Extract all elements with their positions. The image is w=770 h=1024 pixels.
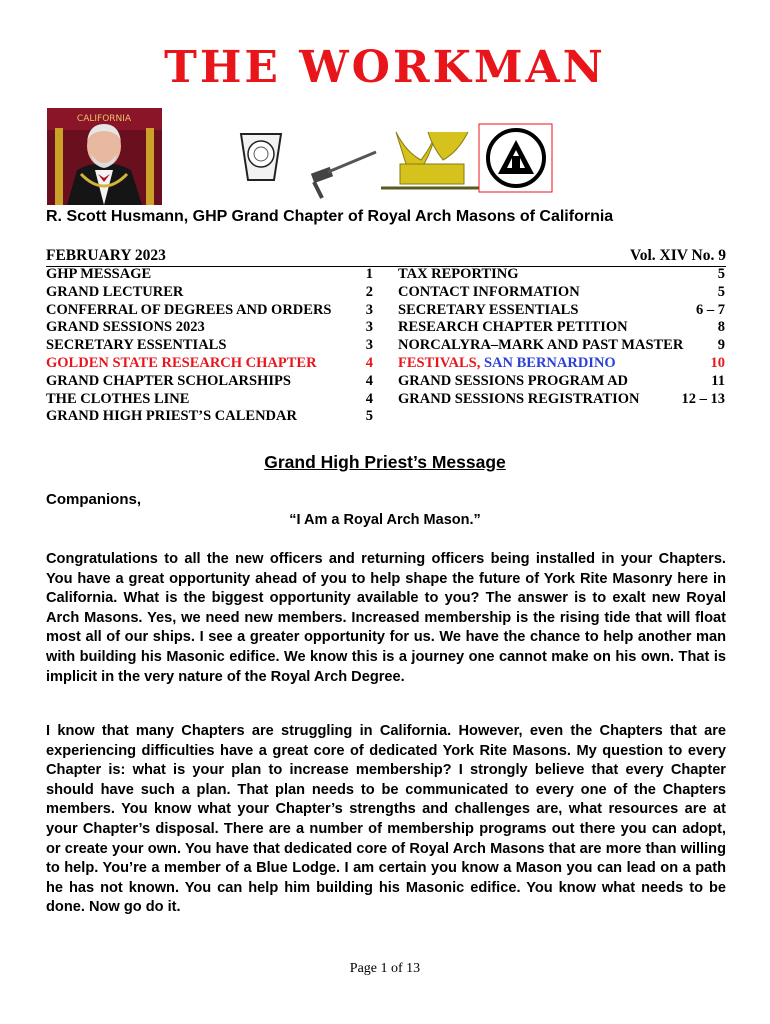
toc-right-column [398,266,725,408]
message-paragraph: Congratulations to all the new officers and returning officers being installed in your Chapters. You have a great opportunity ahead of you to help shape the future of York Rite Masonry here in California. What is the biggest opportunity available to you? The answer is to exalt new Royal Arch Masons. Yes, we need new members. Increased membership is the rising tide that will float most all of our ships. I see a greater opportunity for us. We have the chance to help another man with building his Masonic edifice. We know this is a journey one cannot make on his own. That is implicit in the very nature of the Royal Arch Degree. [46,551,726,685]
toc-item[interactable]: CONFERRAL OF DEGREES AND ORDERS 3 [46,301,373,318]
salutation: Companions, [46,491,142,508]
toc-item[interactable]: NORCALYRA–MARK AND PAST MASTER 9 [398,337,725,354]
toc-item[interactable]: THE CLOTHES LINE 4 [46,390,373,407]
grand-high-priest-photo [47,108,162,205]
issue-date: FEBRUARY 2023 [46,247,166,264]
section-heading: Grand High Priest’s Message [264,452,506,472]
ark-of-covenant-icon [381,132,483,188]
grand-high-priest-name: R. Scott Husmann, GHP Grand Chapter of Royal Arch Masons of California [46,208,614,225]
toc-item[interactable]: RESEARCH CHAPTER PETITION 8 [398,319,725,336]
toc-item[interactable]: GRAND SESSIONS PROGRAM AD 11 [398,372,725,389]
toc-left-column [46,266,373,426]
toc-item[interactable]: GRAND SESSIONS 2023 3 [46,319,373,336]
toc-item-highlighted[interactable]: GOLDEN STATE RESEARCH CHAPTER 4 [46,354,373,371]
toc-item[interactable]: GRAND SESSIONS REGISTRATION 12 – 13 [398,390,725,407]
page-number: Page 1 of 13 [349,961,421,976]
newsletter-title: THE WORKMAN [164,42,606,93]
photo-banner-text: CALIFORNIA [76,114,132,124]
toc-item[interactable]: GRAND CHAPTER SCHOLARSHIPS 4 [46,372,373,389]
issue-header [46,246,726,267]
toc-item[interactable]: GHP MESSAGE 1 [46,266,373,282]
royal-arch-triple-tau-icon [479,124,552,192]
masonic-emblems [236,122,556,202]
toc-item[interactable]: GRAND HIGH PRIEST’S CALENDAR 5 [46,408,373,425]
toc-item-highlighted[interactable]: FESTIVALS, SAN BERNARDINO 10 [398,354,725,371]
issue-volume: Vol. XIV No. 9 [629,247,726,264]
message-paragraph: I know that many Chapters are struggling in California. However, even the Chapters that are experiencing difficulties have a great core of dedicated York Rite Masons. My question to every Chapter is: what is your plan to increase membership? I strongly believe that every Chapter should have such a plan. That plan needs to be communicated to every one of the Chapters members. You know what your Chapter’s strengths and challenges are, what resources are at your Chapter’s disposal. There are a number of membership programs out there you can adopt, or create your own. You have that dedicated core of Royal Arch Masons that are more than willing to help. You’re a member of a Blue Lodge. I am certain you know a Mason you can lead on a path he has not known. You can help him building his Masonic edifice. You know what needs to be done. Now go do it. [46,723,726,916]
mark-keystone-icon [241,134,281,180]
toc-item[interactable]: SECRETARY ESSENTIALS 6 – 7 [398,301,725,318]
toc-item[interactable]: TAX REPORTING 5 [398,266,725,282]
gavel-and-chisel-icon [311,152,376,198]
toc-item[interactable]: GRAND LECTURER 2 [46,283,373,300]
toc-item[interactable]: CONTACT INFORMATION 5 [398,283,725,300]
pull-quote: “I Am a Royal Arch Mason.” [289,512,481,528]
toc-item[interactable]: SECRETARY ESSENTIALS 3 [46,337,373,354]
